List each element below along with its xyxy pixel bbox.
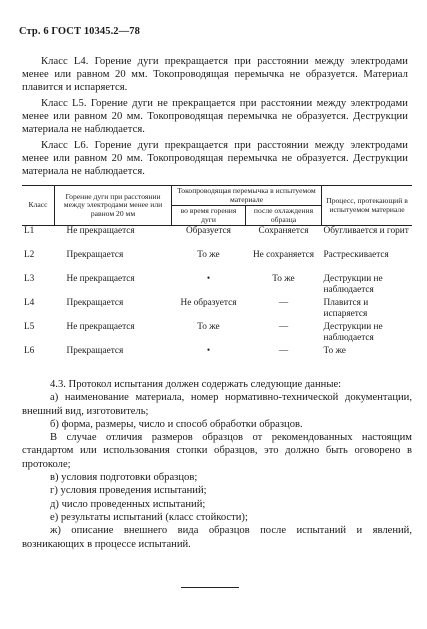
list-item-text: е) результаты испытаний (класс стойкости); (50, 511, 248, 523)
paragraph-class-l5 (22, 97, 408, 137)
table-row (22, 226, 412, 251)
cell-during: • (206, 274, 211, 285)
cell-during: То же (197, 250, 220, 261)
list-item-text: б) форма, размеры, число и способ обработки образцов. (50, 418, 303, 430)
section-intro-text: 4.3. Протокол испытания должен содержать следующие данные: (50, 379, 342, 390)
cell-after: — (278, 298, 289, 309)
cell-class: L2 (24, 250, 35, 261)
header-after-cooling: после охлаждения образца (246, 206, 322, 226)
header-during-arc: во время горения дуги (172, 206, 246, 226)
cell-process: Деструкции не наблюдается (323, 274, 383, 296)
list-item-zh (22, 524, 412, 551)
page-header: Стр. 6 ГОСТ 10345.2—78 (19, 26, 140, 37)
paragraph-text: Класс L5. Горение дуги не прекращается при расстоянии между электродами менее или равном 20 мм. Токопроводящая перемычка не образуется. Деструкции материала не наблюдается. (22, 98, 408, 136)
header-arc-burning: Горение дуги при расстоянии между электродами менее или равном 20 мм (55, 186, 172, 226)
cell-during: Образуется (186, 226, 231, 237)
cell-class: L4 (24, 298, 35, 309)
table-row (22, 274, 412, 298)
list-item-g (22, 484, 412, 497)
table-row (22, 346, 412, 370)
table-row (22, 250, 412, 274)
cell-process: Плавится и испаряется (323, 298, 369, 320)
cell-after: Не сохраняется (252, 250, 315, 261)
cell-process: Растрескивается (323, 250, 389, 261)
section-intro (22, 378, 412, 391)
cell-class: L5 (24, 322, 35, 333)
cell-arc: Не прекращается (66, 274, 135, 285)
list-item-d (22, 498, 412, 511)
cell-arc: Прекращается (66, 298, 124, 309)
paragraph-class-l4 (22, 55, 408, 95)
cell-after: — (278, 346, 289, 357)
list-item-text: ж) описание внешнего вида образцов после испытаний и явлений, возникающих в процессе испытаний. (22, 525, 412, 550)
list-item-a (22, 391, 412, 418)
cell-during: • (206, 346, 211, 357)
protocol-section (22, 378, 412, 551)
header-conductive-bridge: Токопроводящая перемычка в испытуемом материале (172, 186, 322, 206)
header-process: Процесс, протекающий в испытуемом материале (322, 186, 413, 226)
list-item-text: г) условия проведения испытаний; (50, 485, 207, 497)
cell-arc: Прекращается (66, 346, 124, 357)
header-class: Класс (22, 186, 55, 226)
list-item-text: в) условия подготовки образцов; (50, 472, 198, 484)
list-item-text: д) число проведенных испытаний; (50, 498, 206, 510)
paragraph-text: Класс L4. Горение дуги прекращается при расстоянии между электродами менее или равном 20 мм. Токопроводящая перемычка не образуется. Материал плавится и испаряется. (22, 56, 408, 94)
arc-resistance-classes-table (22, 185, 412, 370)
section-note (22, 431, 412, 471)
list-item-v (22, 471, 412, 484)
paragraph-text: Класс L6. Горение дуги прекращается при расстоянии между электродами менее или равном 20 мм. Токопроводящая перемычка не образуется. Деструкции материала не наблюдается. (22, 140, 408, 178)
cell-process: То же (323, 346, 346, 357)
section-note-text: В случае отличия размеров образцов от рекомендованных настоящим стандартом или использования стопки образцов, это должно быть оговорено в протоколе; (22, 432, 412, 470)
cell-class: L3 (24, 274, 35, 285)
table-row (22, 298, 412, 322)
cell-after: — (278, 322, 289, 333)
end-rule (181, 587, 239, 588)
cell-process: Обугливается и горит (323, 226, 409, 237)
cell-process: Деструкции не наблюдается (323, 322, 383, 344)
list-item-b (22, 418, 412, 431)
table-row (22, 322, 412, 346)
cell-class: L6 (24, 346, 35, 357)
list-item-e (22, 511, 412, 524)
cell-arc: Не прекращается (66, 226, 135, 237)
cell-arc: Прекращается (66, 250, 124, 261)
cell-arc: Не прекращается (66, 322, 135, 333)
cell-after: То же (272, 274, 295, 285)
cell-during: То же (197, 322, 220, 333)
cell-class: L1 (24, 226, 35, 237)
cell-after: Сохраняется (258, 226, 309, 237)
paragraph-class-l6 (22, 139, 408, 179)
list-item-text: а) наименование материала, номер нормативно-технической документации, внешний вид, изготовитель; (22, 392, 412, 417)
cell-during: Не образуется (180, 298, 237, 309)
